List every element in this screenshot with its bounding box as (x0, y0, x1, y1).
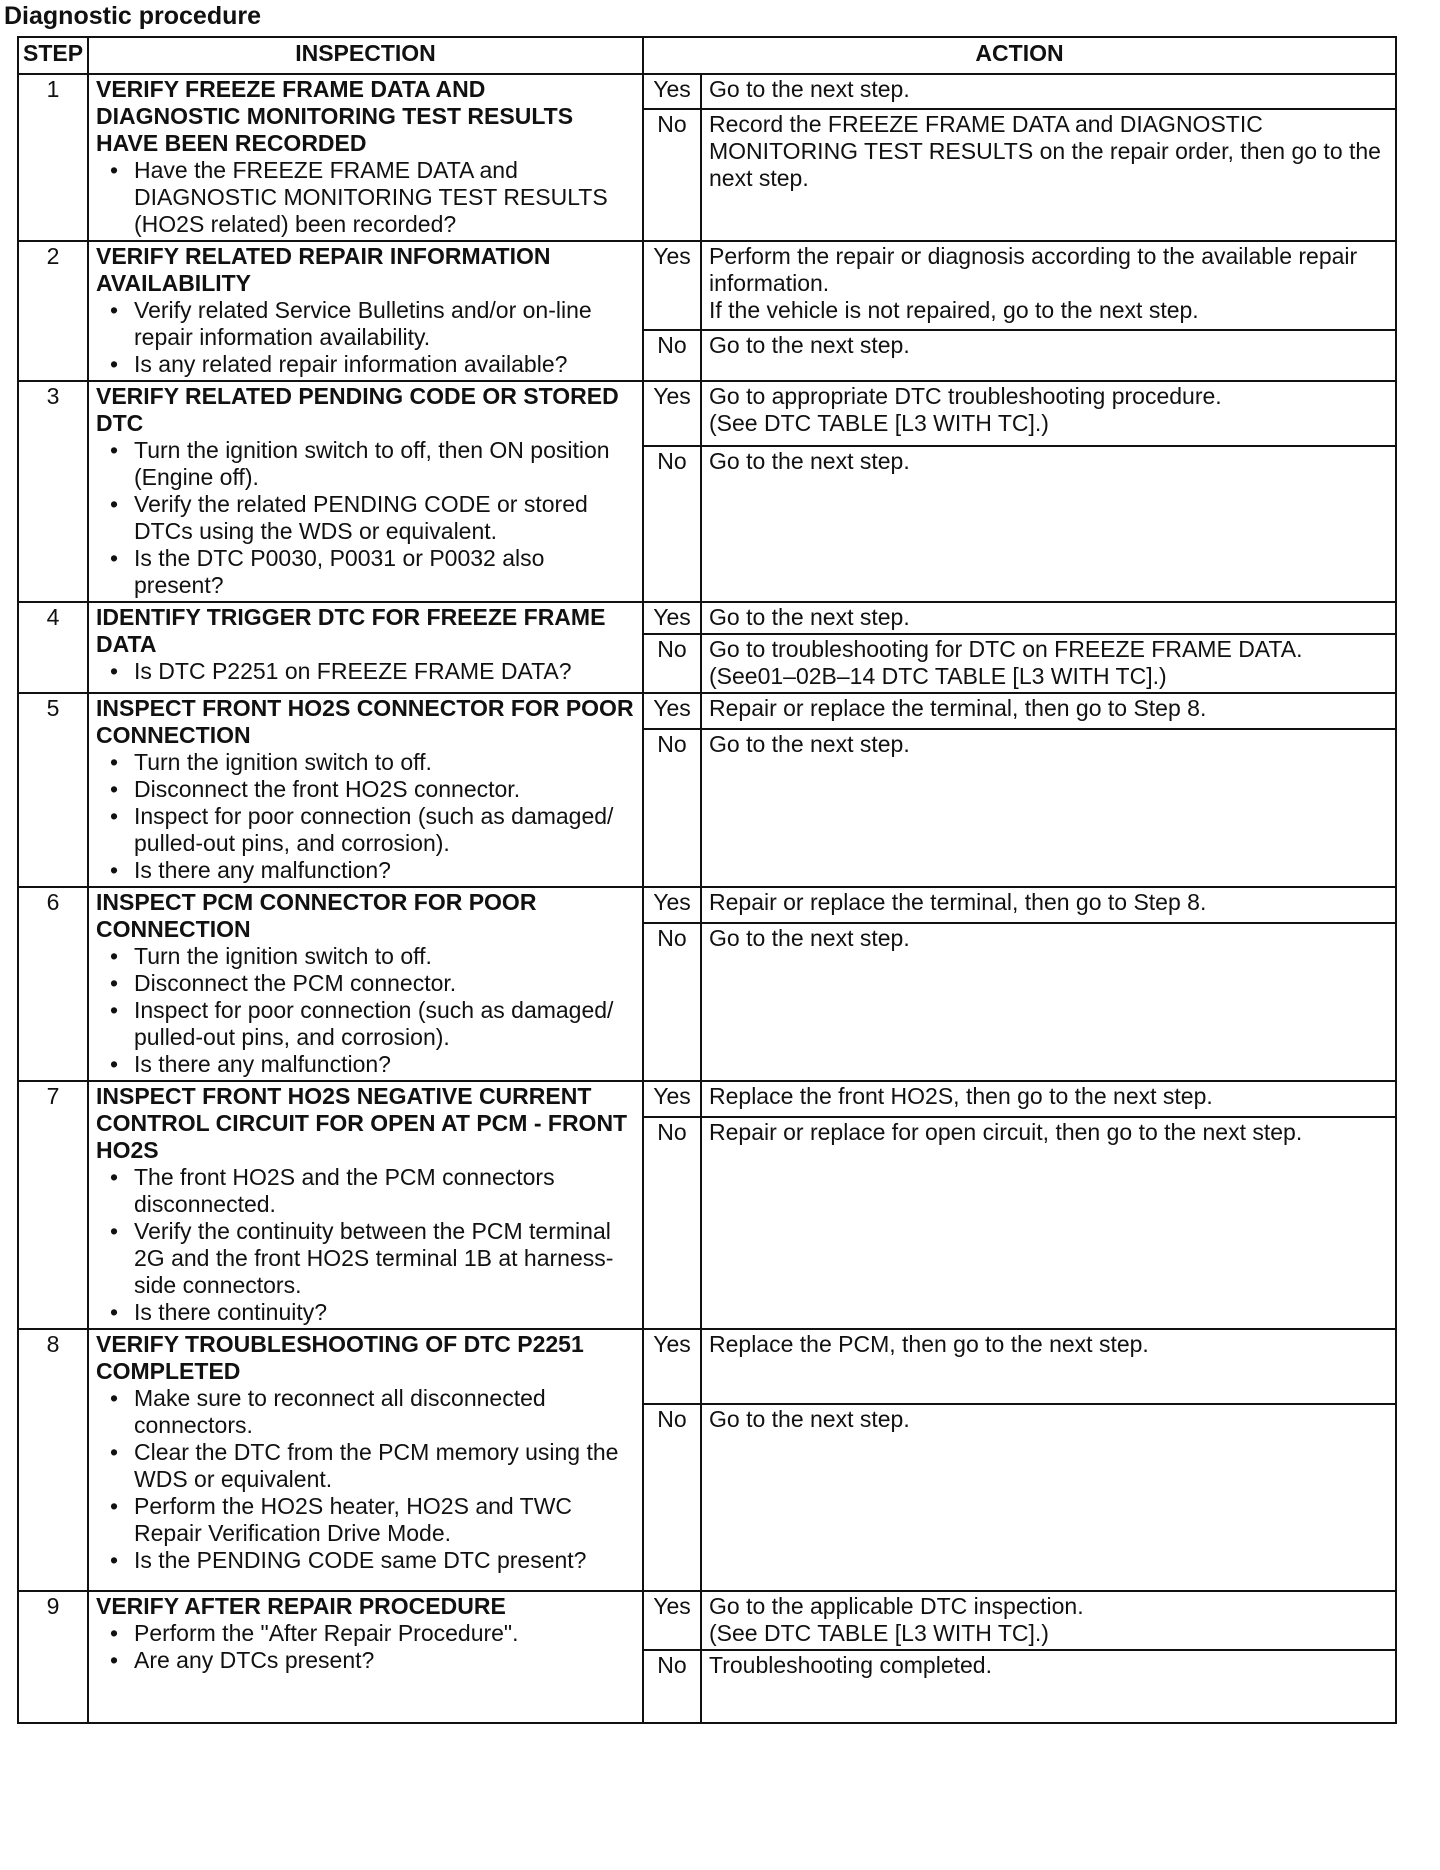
yes-label: Yes (643, 74, 701, 109)
yes-action (701, 241, 1396, 330)
action-line: Go to the next step. (709, 730, 910, 757)
step-number: 2 (18, 241, 88, 381)
step-number: 1 (18, 74, 88, 241)
header-step: STEP (18, 37, 88, 74)
inspection-item: • Turn the ignition switch to off, then ON position (Engine off). (134, 437, 636, 491)
step-number: 3 (18, 381, 88, 602)
yes-label: Yes (643, 241, 701, 330)
no-label: No (643, 1650, 701, 1723)
inspection-item: • Verify the continuity between the PCM terminal 2G and the front HO2S terminal 1B at harness-side connectors. (134, 1218, 636, 1299)
inspection-heading: VERIFY TROUBLESHOOTING OF DTC P2251 COMPLETED (96, 1331, 584, 1384)
yes-action (701, 1329, 1396, 1404)
inspection-heading: INSPECT FRONT HO2S NEGATIVE CURRENT CONTROL CIRCUIT FOR OPEN AT PCM - FRONT HO2S (96, 1083, 628, 1163)
inspection-checklist (96, 943, 636, 1078)
yes-action (701, 602, 1396, 634)
no-label: No (643, 729, 701, 887)
inspection-heading: VERIFY RELATED REPAIR INFORMATION AVAILABILITY (96, 243, 551, 296)
step-number: 7 (18, 1081, 88, 1329)
inspection-item: • Have the FREEZE FRAME DATA and DIAGNOSTIC MONITORING TEST RESULTS (HO2S related) been recorded? (134, 157, 636, 238)
inspection-heading: INSPECT FRONT HO2S CONNECTOR FOR POOR CONNECTION (96, 695, 634, 748)
inspection-heading: IDENTIFY TRIGGER DTC FOR FREEZE FRAME DATA (96, 604, 606, 657)
step-number: 6 (18, 887, 88, 1081)
inspection-checklist (96, 1620, 636, 1674)
action-line: Replace the PCM, then go to the next step. (709, 1331, 1149, 1357)
no-label: No (643, 634, 701, 693)
inspection-checklist (96, 658, 636, 685)
no-label: No (643, 1117, 701, 1329)
diagnostic-table (17, 36, 1397, 1724)
step-number: 5 (18, 693, 88, 887)
no-action (701, 446, 1396, 602)
action-line: Repair or replace for open circuit, then go to the next step. (709, 1119, 1303, 1146)
table-body (18, 74, 1396, 1723)
step-row (18, 1591, 1396, 1650)
no-action (701, 923, 1396, 1081)
inspection-cell (88, 381, 643, 602)
inspection-checklist (96, 1385, 636, 1574)
no-action (701, 109, 1396, 241)
inspection-item: • Is the PENDING CODE same DTC present? (134, 1547, 636, 1574)
step-number: 9 (18, 1591, 88, 1723)
step-number: 4 (18, 602, 88, 693)
inspection-cell (88, 1329, 643, 1591)
no-label: No (643, 330, 701, 381)
inspection-cell (88, 602, 643, 693)
inspection-heading: INSPECT PCM CONNECTOR FOR POOR CONNECTION (96, 889, 537, 942)
action-line: Go to the next step. (709, 604, 910, 630)
no-label: No (643, 446, 701, 602)
inspection-item: • Is any related repair information available? (134, 351, 636, 378)
inspection-heading: VERIFY RELATED PENDING CODE OR STORED DTC (96, 383, 619, 436)
action-line: Go to the next step. (709, 1406, 910, 1432)
yes-label: Yes (643, 1591, 701, 1650)
inspection-item: • Is DTC P2251 on FREEZE FRAME DATA? (134, 658, 636, 685)
no-label: No (643, 1404, 701, 1591)
no-action (701, 634, 1396, 693)
inspection-item: • Turn the ignition switch to off. (134, 749, 636, 776)
inspection-checklist (96, 749, 636, 884)
yes-action (701, 74, 1396, 109)
yes-label: Yes (643, 693, 701, 729)
step-row (18, 1081, 1396, 1117)
action-line: (See DTC TABLE [L3 WITH TC].) (709, 1620, 1049, 1646)
inspection-item: • Clear the DTC from the PCM memory using the WDS or equivalent. (134, 1439, 636, 1493)
page-title: Diagnostic procedure (4, 2, 261, 30)
action-line: Troubleshooting completed. (709, 1652, 992, 1678)
inspection-cell (88, 1591, 643, 1723)
action-line: Go to the next step. (709, 332, 910, 359)
header-inspection: INSPECTION (88, 37, 643, 74)
step-row (18, 887, 1396, 923)
yes-label: Yes (643, 602, 701, 634)
inspection-heading: VERIFY AFTER REPAIR PROCEDURE (96, 1593, 506, 1619)
inspection-checklist (96, 297, 636, 378)
action-line: Repair or replace the terminal, then go to Step 8. (709, 695, 1207, 721)
yes-label: Yes (643, 1329, 701, 1404)
action-line: Go to the next step. (709, 76, 910, 102)
inspection-cell (88, 241, 643, 381)
action-line: Go to the next step. (709, 447, 910, 474)
action-line: Go to the applicable DTC inspection. (709, 1593, 1084, 1619)
action-line: Go to troubleshooting for DTC on FREEZE FRAME DATA. (709, 636, 1303, 662)
inspection-cell (88, 1081, 643, 1329)
yes-action (701, 1591, 1396, 1650)
action-line: (See DTC TABLE [L3 WITH TC].) (709, 410, 1049, 436)
inspection-item: • Verify the related PENDING CODE or stored DTCs using the WDS or equivalent. (134, 491, 636, 545)
step-row (18, 74, 1396, 109)
no-action (701, 330, 1396, 381)
inspection-item: • Turn the ignition switch to off. (134, 943, 636, 970)
inspection-checklist (96, 437, 636, 599)
yes-action (701, 693, 1396, 729)
inspection-cell (88, 74, 643, 241)
action-line: Perform the repair or diagnosis according to the available repair information. (709, 243, 1358, 296)
no-label: No (643, 109, 701, 241)
inspection-item: • Perform the HO2S heater, HO2S and TWC Repair Verification Drive Mode. (134, 1493, 636, 1547)
inspection-cell (88, 887, 643, 1081)
inspection-item: • Disconnect the front HO2S connector. (134, 776, 636, 803)
inspection-item: • Is there continuity? (134, 1299, 636, 1326)
inspection-item: • Inspect for poor connection (such as damaged/ pulled-out pins, and corrosion). (134, 997, 636, 1051)
inspection-item: • Make sure to reconnect all disconnected connectors. (134, 1385, 636, 1439)
no-action (701, 1117, 1396, 1329)
table-header-row (18, 37, 1396, 74)
inspection-heading: VERIFY FREEZE FRAME DATA AND DIAGNOSTIC MONITORING TEST RESULTS HAVE BEEN RECORDED (96, 76, 574, 156)
step-row (18, 1329, 1396, 1404)
no-action (701, 1404, 1396, 1591)
action-line: Go to appropriate DTC troubleshooting procedure. (709, 383, 1222, 409)
yes-label: Yes (643, 887, 701, 923)
no-label: No (643, 923, 701, 1081)
yes-label: Yes (643, 381, 701, 446)
action-line: Record the FREEZE FRAME DATA and DIAGNOSTIC MONITORING TEST RESULTS on the repair order, then go to the next step. (709, 111, 1381, 192)
yes-label: Yes (643, 1081, 701, 1117)
step-row (18, 241, 1396, 330)
inspection-item: • Are any DTCs present? (134, 1647, 636, 1674)
no-action (701, 1650, 1396, 1723)
step-row (18, 381, 1396, 446)
action-line: (See01–02B–14 DTC TABLE [L3 WITH TC].) (709, 663, 1167, 689)
inspection-checklist (96, 1164, 636, 1326)
no-action (701, 729, 1396, 887)
inspection-item: • Inspect for poor connection (such as damaged/ pulled-out pins, and corrosion). (134, 803, 636, 857)
action-line: Go to the next step. (709, 924, 910, 951)
inspection-item: • Is there any malfunction? (134, 857, 636, 884)
yes-action (701, 887, 1396, 923)
inspection-item: • Is the DTC P0030, P0031 or P0032 also present? (134, 545, 636, 599)
step-number: 8 (18, 1329, 88, 1591)
action-line: Repair or replace the terminal, then go to Step 8. (709, 889, 1207, 915)
inspection-item: • Perform the "After Repair Procedure". (134, 1620, 636, 1647)
step-row (18, 693, 1396, 729)
action-line: If the vehicle is not repaired, go to the next step. (709, 297, 1199, 323)
inspection-checklist (96, 157, 636, 238)
yes-action (701, 381, 1396, 446)
inspection-item: • The front HO2S and the PCM connectors disconnected. (134, 1164, 636, 1218)
inspection-item: • Disconnect the PCM connector. (134, 970, 636, 997)
yes-action (701, 1081, 1396, 1117)
inspection-cell (88, 693, 643, 887)
step-row (18, 602, 1396, 634)
action-line: Replace the front HO2S, then go to the next step. (709, 1083, 1213, 1109)
inspection-item: • Verify related Service Bulletins and/or on-line repair information availability. (134, 297, 636, 351)
header-action: ACTION (643, 37, 1396, 74)
inspection-item: • Is there any malfunction? (134, 1051, 636, 1078)
